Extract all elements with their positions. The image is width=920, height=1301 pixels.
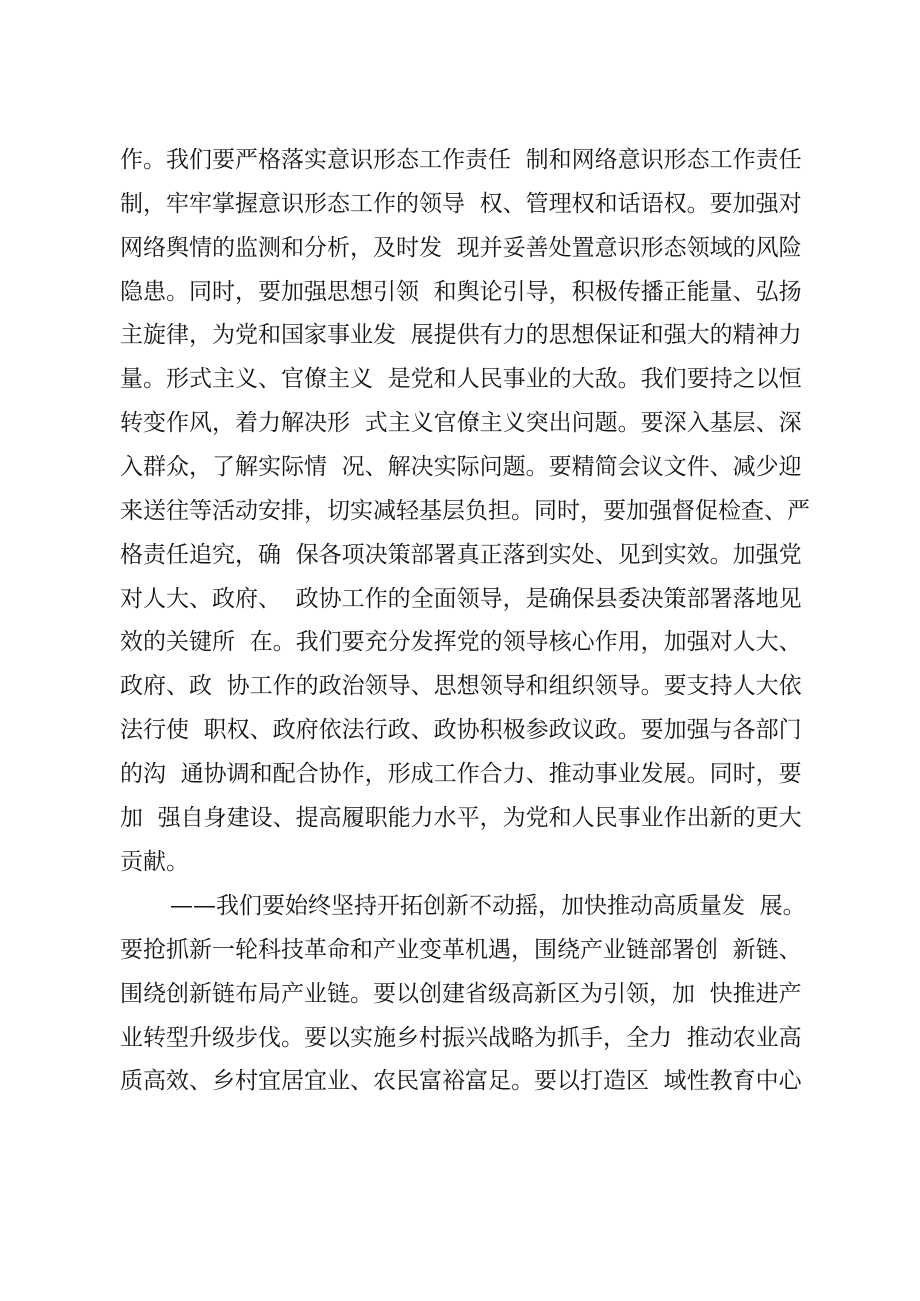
text-line: 量。形式主义、官僚主义 是党和人民事业的大敌。我们要持之以恒 (120, 366, 802, 392)
text-line: 转变作风，着力解决形 式主义官僚主义突出问题。要深入基层、深 (120, 410, 802, 436)
text-line: 对人大、政府、 政协工作的全面领导，是确保县委决策部署落地见 (120, 586, 802, 612)
text-line: 加 强自身建设、提高履职能力水平，为党和人民事业作出新的更大 (120, 805, 802, 831)
text-line: 业转型升级步伐。要以实施乡村振兴战略为抓手，全力 推动农业高 (120, 1025, 802, 1051)
text-line: 法行使 职权、政府依法行政、政协积极参政议政。要加强与各部门 (120, 717, 802, 743)
text-line: 来送往等活动安排，切实减轻基层负担。同时，要加强督促检查、严 (120, 498, 810, 524)
text-line: 格责任追究，确 保各项决策部署真正落到实处、见到实效。加强党 (120, 542, 802, 568)
text-line: 制，牢牢掌握意识形态工作的领导 权、管理权和话语权。要加强对 (120, 191, 802, 217)
text-line: 作。我们要严格落实意识形态工作责任 制和网络意识形态工作责任 (120, 147, 802, 173)
text-line: ——我们要始终坚持开拓创新不动摇，加快推动高质量发 展。 (170, 893, 806, 919)
text-line: 政府、政 协工作的政治领导、思想领导和组织领导。要支持人大依 (120, 673, 802, 699)
text-line: 隐患。同时，要加强思想引领 和舆论引导，积极传播正能量、弘扬 (120, 279, 802, 305)
text-line: 要抢抓新一轮科技革命和产业变革机遇，围绕产业链部署创 新链、 (120, 937, 802, 963)
text-line: 入群众，了解实际情 况、解决实际问题。要精简会议文件、减少迎 (120, 454, 802, 480)
text-line: 质高效、乡村宜居宜业、农民富裕富足。要以打造区 域性教育中心 (120, 1068, 802, 1094)
text-line: 贡献。 (120, 849, 189, 875)
text-line: 效的关键所 在。我们要充分发挥党的领导核心作用，加强对人大、 (120, 629, 802, 655)
text-line: 的沟 通协调和配合协作，形成工作合力、推动事业发展。同时，要 (120, 761, 802, 787)
text-line: 网络舆情的监测和分析，及时发 现并妥善处置意识形态领域的风险 (120, 235, 802, 261)
text-line: 围绕创新链布局产业链。要以创建省级高新区为引领，加 快推进产 (120, 981, 802, 1007)
text-line: 主旋律，为党和国家事业发 展提供有力的思想保证和强大的精神力 (120, 322, 802, 348)
